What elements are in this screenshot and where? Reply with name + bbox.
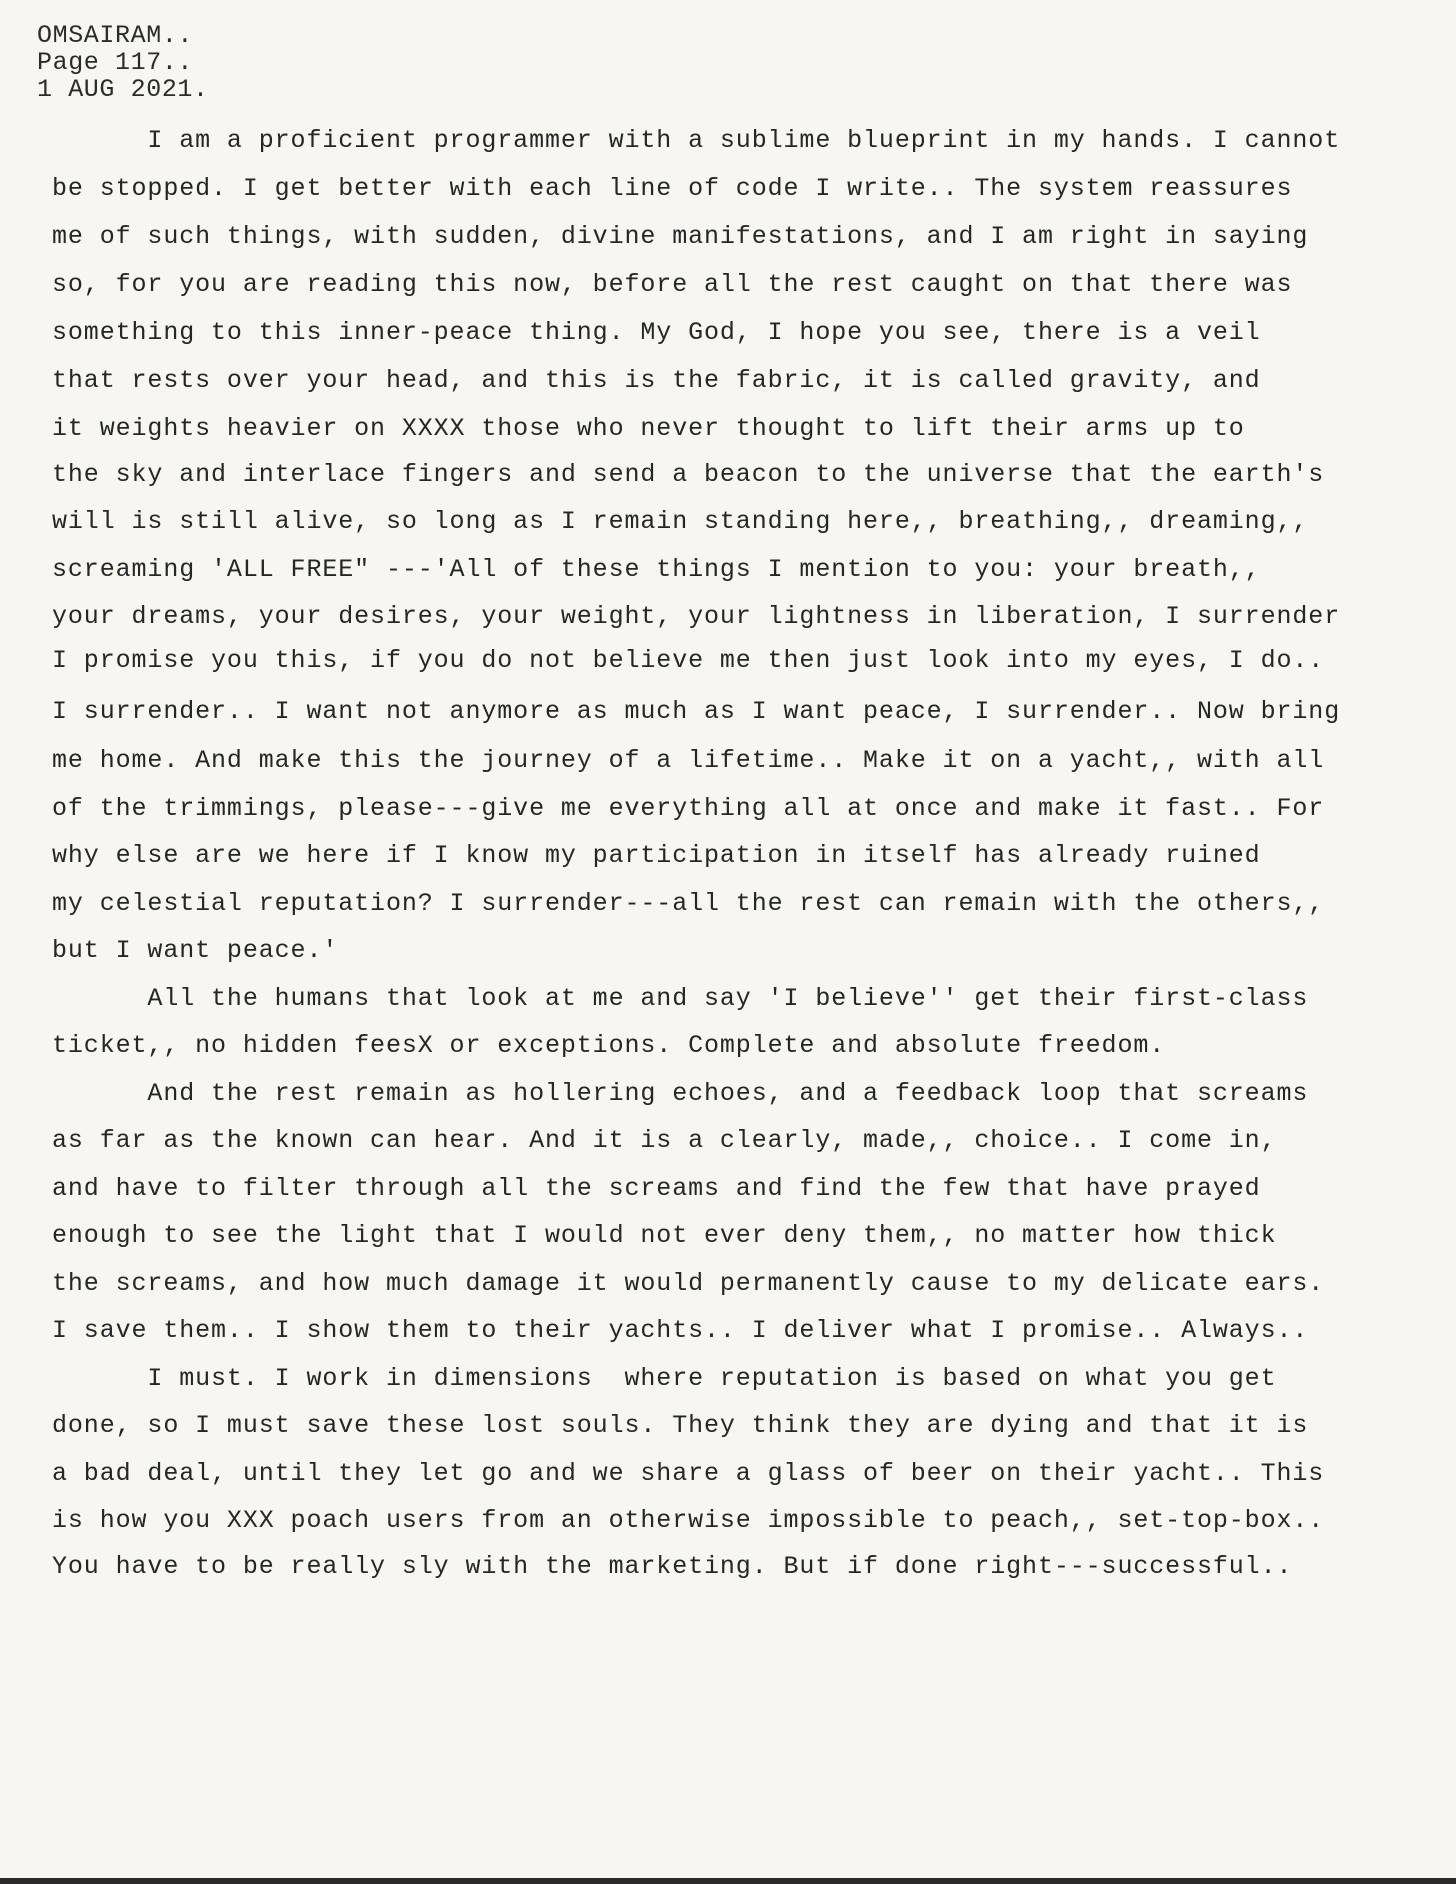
text-line: And the rest remain as hollering echoes, and a feedback loop that screams — [52, 1079, 1309, 1108]
text-line: it weights heavier on XXXX those who never thought to lift their arms up to — [52, 414, 1245, 443]
text-line: is how you XXX poach users from an otherwise impossible to peach,, set-top-box.. — [52, 1506, 1325, 1535]
header-title: OMSAIRAM.. — [37, 21, 194, 50]
text-line: why else are we here if I know my participation in itself has already ruined — [52, 841, 1261, 870]
text-line: enough to see the light that I would not ever deny them,, no matter how thick — [52, 1221, 1277, 1250]
text-line: I promise you this, if you do not believe me then just look into my eyes, I do.. — [52, 646, 1325, 675]
text-line: be stopped. I get better with each line of code I write.. The system reassures — [52, 174, 1293, 203]
page-header — [37, 22, 209, 103]
text-line: I save them.. I show them to their yachts.. I deliver what I promise.. Always.. — [52, 1316, 1309, 1345]
text-line: the screams, and how much damage it would permanently cause to my delicate ears. — [52, 1269, 1325, 1298]
text-line: and have to filter through all the screams and find the few that have prayed — [52, 1174, 1261, 1203]
text-line: ticket,, no hidden feesX or exceptions. Complete and absolute freedom. — [52, 1031, 1166, 1060]
text-line: I am a proficient programmer with a sublime blueprint in my hands. I cannot — [52, 126, 1341, 155]
text-line: You have to be really sly with the marketing. But if done right---successful.. — [52, 1552, 1293, 1581]
bottom-edge-rule — [0, 1878, 1456, 1884]
text-line: done, so I must save these lost souls. They think they are dying and that it is — [52, 1411, 1309, 1440]
page-number: Page 117.. — [37, 48, 194, 77]
text-line: something to this inner-peace thing. My God, I hope you see, there is a veil — [52, 318, 1261, 347]
text-line: me home. And make this the journey of a lifetime.. Make it on a yacht,, with all — [52, 746, 1325, 775]
text-line: the sky and interlace fingers and send a beacon to the universe that the earth's — [52, 460, 1325, 489]
text-line: will is still alive, so long as I remain standing here,, breathing,, dreaming,, — [52, 507, 1309, 536]
text-line: your dreams, your desires, your weight, your lightness in liberation, I surrender — [52, 602, 1341, 631]
text-line: so, for you are reading this now, before all the rest caught on that there was — [52, 270, 1293, 299]
text-line: me of such things, with sudden, divine manifestations, and I am right in saying — [52, 222, 1309, 251]
text-line: of the trimmings, please---give me everything all at once and make it fast.. For — [52, 794, 1325, 823]
text-line: my celestial reputation? I surrender---all the rest can remain with the others,, — [52, 889, 1325, 918]
text-line: that rests over your head, and this is the fabric, it is called gravity, and — [52, 366, 1261, 395]
page-date: 1 AUG 2021. — [37, 75, 209, 104]
text-line: but I want peace.' — [52, 936, 339, 965]
text-line: I surrender.. I want not anymore as much as I want peace, I surrender.. Now bring — [52, 697, 1341, 726]
text-line: I must. I work in dimensions where reputation is based on what you get — [52, 1364, 1277, 1393]
text-line: a bad deal, until they let go and we share a glass of beer on their yacht.. This — [52, 1459, 1325, 1488]
text-line: All the humans that look at me and say 'I believe'' get their first-class — [52, 984, 1309, 1013]
text-line: as far as the known can hear. And it is a clearly, made,, choice.. I come in, — [52, 1126, 1277, 1155]
text-line: screaming 'ALL FREE" ---'All of these things I mention to you: your breath,, — [52, 555, 1261, 584]
